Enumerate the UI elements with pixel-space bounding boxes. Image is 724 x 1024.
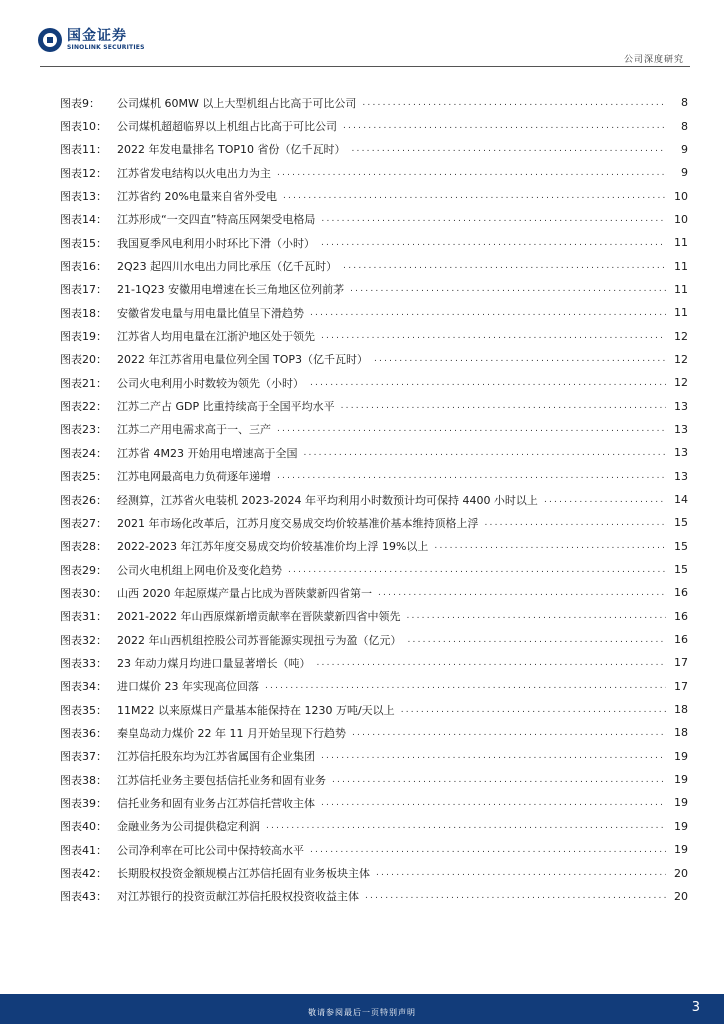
toc-entry-page: 16 xyxy=(674,633,688,647)
toc-entry-page: 15 xyxy=(674,516,688,530)
toc-entry[interactable] xyxy=(60,91,688,114)
toc-entry-page: 15 xyxy=(674,563,688,577)
toc-entry-label: 图表33： xyxy=(60,656,107,670)
toc-entry-title: 我国夏季风电利用小时环比下滑（小时） xyxy=(117,236,315,250)
toc-entry-page: 16 xyxy=(674,586,688,600)
toc-entry-page: 13 xyxy=(674,469,688,483)
toc-entry-label: 图表36： xyxy=(60,726,107,740)
toc-entry-label: 图表9： xyxy=(60,96,100,110)
toc-entry-page: 15 xyxy=(674,539,688,553)
toc-entry-label: 图表22： xyxy=(60,400,107,414)
toc-entry-page: 10 xyxy=(674,189,688,203)
toc-entry[interactable] xyxy=(60,278,688,301)
toc-entry-label: 图表42： xyxy=(60,867,107,881)
toc-entry[interactable] xyxy=(60,208,688,231)
toc-entry-page: 18 xyxy=(674,726,688,740)
toc-entry-title: 江苏省人均用电量在江浙沪地区处于领先 xyxy=(117,330,315,344)
toc-entry-label: 图表17： xyxy=(60,283,107,297)
toc-entry-title: 江苏二产用电需求高于一、三产 xyxy=(117,423,271,437)
toc-entry-title: 金融业务为公司提供稳定利润 xyxy=(117,820,260,834)
toc-entry-leader-dots xyxy=(332,775,666,785)
toc-entry-label: 图表18： xyxy=(60,306,107,320)
toc-entry-title: 2Q23 起四川水电出力同比承压（亿千瓦时） xyxy=(117,260,338,274)
toc-entry-page: 9 xyxy=(681,166,688,180)
logo-en-text: SINOLINK SECURITIES xyxy=(67,43,145,51)
toc-entry-leader-dots xyxy=(434,541,666,551)
toc-entry-page: 8 xyxy=(681,96,688,110)
toc-entry-title: 江苏省约 20%电量来自省外受电 xyxy=(117,190,277,204)
toc-entry-title: 对江苏银行的投资贡献江苏信托股权投资收益主体 xyxy=(117,890,359,904)
toc-entry-page: 19 xyxy=(674,843,688,857)
toc-entry-leader-dots xyxy=(352,728,666,738)
toc-entry-page: 20 xyxy=(674,889,688,903)
toc-entry[interactable] xyxy=(60,651,688,674)
toc-entry-page: 19 xyxy=(674,796,688,810)
sinolink-logo-icon xyxy=(38,28,62,52)
toc-entry-page: 13 xyxy=(674,399,688,413)
figure-index-list xyxy=(60,91,688,908)
toc-entry-label: 图表41： xyxy=(60,843,107,857)
toc-entry-label: 图表14： xyxy=(60,213,107,227)
toc-entry[interactable] xyxy=(60,721,688,744)
toc-entry-page: 8 xyxy=(681,119,688,133)
toc-entry-label: 图表30： xyxy=(60,586,107,600)
toc-entry[interactable] xyxy=(60,488,688,511)
toc-entry-label: 图表39： xyxy=(60,796,107,810)
toc-entry[interactable] xyxy=(60,184,688,207)
toc-entry[interactable] xyxy=(60,698,688,721)
toc-entry[interactable] xyxy=(60,138,688,161)
toc-entry-page: 12 xyxy=(674,376,688,390)
toc-entry-title: 21-1Q23 安徽用电增速在长三角地区位列前茅 xyxy=(117,283,345,297)
toc-entry-title: 信托业务和固有业务占江苏信托营收主体 xyxy=(117,796,315,810)
toc-entry[interactable] xyxy=(60,885,688,908)
toc-entry[interactable] xyxy=(60,231,688,254)
toc-entry-page: 11 xyxy=(674,306,688,320)
toc-entry-leader-dots xyxy=(378,588,666,598)
toc-entry-page: 19 xyxy=(674,773,688,787)
toc-entry-leader-dots xyxy=(321,798,666,808)
toc-entry-page: 17 xyxy=(674,656,688,670)
toc-entry-label: 图表12： xyxy=(60,166,107,180)
toc-entry-label: 图表24： xyxy=(60,446,107,460)
toc-entry-label: 图表38： xyxy=(60,773,107,787)
toc-entry-title: 23 年动力煤月均进口量显著增长（吨） xyxy=(117,656,311,670)
toc-entry-label: 图表16： xyxy=(60,260,107,274)
toc-entry-leader-dots xyxy=(343,121,666,131)
toc-entry-leader-dots xyxy=(406,611,666,621)
toc-entry-page: 16 xyxy=(674,609,688,623)
toc-entry-leader-dots xyxy=(321,214,666,224)
toc-entry-page: 10 xyxy=(674,212,688,226)
toc-entry-leader-dots xyxy=(343,261,666,271)
toc-entry-label: 图表40： xyxy=(60,820,107,834)
toc-entry-title: 进口煤价 23 年实现高位回落 xyxy=(117,680,259,694)
toc-entry-label: 图表19： xyxy=(60,330,107,344)
toc-entry-page: 13 xyxy=(674,422,688,436)
toc-entry-page: 20 xyxy=(674,866,688,880)
toc-entry[interactable] xyxy=(60,768,688,791)
toc-entry[interactable] xyxy=(60,511,688,534)
toc-entry-title: 江苏省 4M23 开始用电增速高于全国 xyxy=(117,446,298,460)
company-logo xyxy=(38,28,145,52)
toc-entry-page: 12 xyxy=(674,352,688,366)
toc-entry-leader-dots xyxy=(317,658,667,668)
document-type-label: 公司深度研究 xyxy=(623,55,684,65)
toc-entry-leader-dots xyxy=(485,518,667,528)
toc-entry-leader-dots xyxy=(408,635,667,645)
toc-entry-title: 长期股权投资金额规模占江苏信托固有业务板块主体 xyxy=(117,867,370,881)
toc-entry-leader-dots xyxy=(310,845,666,855)
toc-entry-leader-dots xyxy=(283,191,666,201)
toc-entry-title: 秦皇岛动力煤价 22 年 11 月开始呈现下行趋势 xyxy=(117,726,346,740)
toc-entry-leader-dots xyxy=(350,284,666,294)
toc-entry-page: 13 xyxy=(674,446,688,460)
toc-entry-title: 江苏信托业务主要包括信托业务和固有业务 xyxy=(117,773,326,787)
toc-entry-title: 公司煤机超超临界以上机组占比高于可比公司 xyxy=(117,120,337,134)
toc-entry[interactable] xyxy=(60,675,688,698)
header-divider xyxy=(40,66,690,67)
toc-entry[interactable] xyxy=(60,301,688,324)
toc-entry-page: 14 xyxy=(674,493,688,507)
toc-entry-title: 安徽省发电量与用电量比值呈下滑趋势 xyxy=(117,306,304,320)
toc-entry-label: 图表11： xyxy=(60,143,107,157)
toc-entry-title: 江苏电网最高电力负荷逐年递增 xyxy=(117,470,271,484)
toc-entry[interactable] xyxy=(60,605,688,628)
logo-cn-text: 国金证券 xyxy=(67,27,127,44)
toc-entry-page: 19 xyxy=(674,819,688,833)
toc-entry[interactable] xyxy=(60,161,688,184)
toc-entry-page: 11 xyxy=(674,236,688,250)
toc-entry[interactable] xyxy=(60,558,688,581)
toc-entry-title: 2021 年市场化改革后，江苏月度交易成交均价较基准价基本维持顶格上浮 xyxy=(117,516,479,530)
toc-entry-label: 图表13： xyxy=(60,190,107,204)
toc-entry-title: 2021-2022 年山西原煤新增贡献率在晋陕蒙新四省中领先 xyxy=(117,610,401,624)
toc-entry-label: 图表10： xyxy=(60,120,107,134)
toc-entry-label: 图表20： xyxy=(60,353,107,367)
toc-entry-leader-dots xyxy=(277,424,666,434)
toc-entry-leader-dots xyxy=(321,751,666,761)
toc-entry[interactable] xyxy=(60,581,688,604)
toc-entry-title: 经测算，江苏省火电装机 2023-2024 年平均利用小时数预计均可保持 4400 小时以上 xyxy=(117,493,538,507)
toc-entry-leader-dots xyxy=(303,448,666,458)
toc-entry-label: 图表21： xyxy=(60,376,107,390)
toc-entry[interactable] xyxy=(60,254,688,277)
toc-entry[interactable] xyxy=(60,465,688,488)
toc-entry-title: 公司净利率在可比公司中保持较高水平 xyxy=(117,843,304,857)
toc-entry-title: 公司火电利用小时数较为领先（小时） xyxy=(117,376,304,390)
toc-entry-page: 11 xyxy=(674,259,688,273)
toc-entry-leader-dots xyxy=(365,891,666,901)
toc-entry-title: 2022 年发电量排名 TOP10 省份（亿千瓦时） xyxy=(117,143,346,157)
toc-entry[interactable] xyxy=(60,861,688,884)
toc-entry[interactable] xyxy=(60,441,688,464)
toc-entry-leader-dots xyxy=(265,681,666,691)
toc-entry-label: 图表25： xyxy=(60,470,107,484)
toc-entry-label: 图表15： xyxy=(60,236,107,250)
toc-entry[interactable] xyxy=(60,535,688,558)
toc-entry-leader-dots xyxy=(376,868,666,878)
toc-entry-page: 9 xyxy=(681,142,688,156)
toc-entry-label: 图表35： xyxy=(60,703,107,717)
toc-entry-label: 图表31： xyxy=(60,610,107,624)
toc-entry-label: 图表27： xyxy=(60,516,107,530)
toc-entry-label: 图表43： xyxy=(60,890,107,904)
toc-entry[interactable] xyxy=(60,371,688,394)
toc-entry-title: 江苏二产占 GDP 比重持续高于全国平均水平 xyxy=(117,400,335,414)
toc-entry-title: 公司煤机 60MW 以上大型机组占比高于可比公司 xyxy=(117,96,357,110)
toc-entry-title: 11M22 以来原煤日产量基本能保持在 1230 万吨/天以上 xyxy=(117,703,395,717)
toc-entry[interactable] xyxy=(60,394,688,417)
toc-entry-title: 江苏形成“一交四直”特高压网架受电格局 xyxy=(117,213,316,227)
toc-entry-label: 图表23： xyxy=(60,423,107,437)
toc-entry-leader-dots xyxy=(352,144,667,154)
toc-entry-label: 图表28： xyxy=(60,540,107,554)
toc-entry[interactable] xyxy=(60,815,688,838)
toc-entry-title: 江苏省发电结构以火电出力为主 xyxy=(117,166,271,180)
toc-entry-title: 2022-2023 年江苏年度交易成交均价较基准价均上浮 19%以上 xyxy=(117,540,429,554)
toc-entry-leader-dots xyxy=(321,238,666,248)
toc-entry-leader-dots xyxy=(277,168,666,178)
toc-entry[interactable] xyxy=(60,628,688,651)
toc-entry[interactable] xyxy=(60,324,688,347)
toc-entry-page: 19 xyxy=(674,749,688,763)
toc-entry-leader-dots xyxy=(341,401,666,411)
toc-entry[interactable] xyxy=(60,114,688,137)
toc-entry-title: 2022 年山西机组控股公司苏晋能源实现扭亏为盈（亿元） xyxy=(117,633,402,647)
toc-entry-leader-dots xyxy=(288,565,666,575)
toc-entry-label: 图表37： xyxy=(60,750,107,764)
toc-entry-leader-dots xyxy=(266,821,666,831)
toc-entry[interactable] xyxy=(60,348,688,371)
toc-entry[interactable] xyxy=(60,838,688,861)
toc-entry-title: 山西 2020 年起原煤产量占比成为晋陕蒙新四省第一 xyxy=(117,586,372,600)
toc-entry-label: 图表32： xyxy=(60,633,107,647)
toc-entry-title: 2022 年江苏省用电量位列全国 TOP3（亿千瓦时） xyxy=(117,353,368,367)
footer-disclaimer: 敬请参阅最后一页特别声明 xyxy=(308,1008,416,1017)
toc-entry-leader-dots xyxy=(310,308,666,318)
toc-entry-leader-dots xyxy=(321,331,666,341)
toc-entry-leader-dots xyxy=(544,495,666,505)
toc-entry-page: 17 xyxy=(674,679,688,693)
page-header xyxy=(0,0,724,68)
toc-entry-page: 18 xyxy=(674,703,688,717)
toc-entry-leader-dots xyxy=(362,98,666,108)
toc-entry-leader-dots xyxy=(374,354,666,364)
toc-entry-page: 11 xyxy=(674,282,688,296)
toc-entry[interactable] xyxy=(60,745,688,768)
page-number: 3 xyxy=(691,1000,700,1015)
toc-entry-label: 图表34： xyxy=(60,680,107,694)
toc-entry-page: 12 xyxy=(674,329,688,343)
toc-entry-leader-dots xyxy=(277,471,666,481)
toc-entry[interactable] xyxy=(60,418,688,441)
toc-entry-label: 图表26： xyxy=(60,493,107,507)
toc-entry-leader-dots xyxy=(310,378,666,388)
toc-entry-title: 公司火电机组上网电价及变化趋势 xyxy=(117,563,282,577)
toc-entry-title: 江苏信托股东均为江苏省属国有企业集团 xyxy=(117,750,315,764)
toc-entry-leader-dots xyxy=(401,705,666,715)
toc-entry[interactable] xyxy=(60,791,688,814)
toc-entry-label: 图表29： xyxy=(60,563,107,577)
